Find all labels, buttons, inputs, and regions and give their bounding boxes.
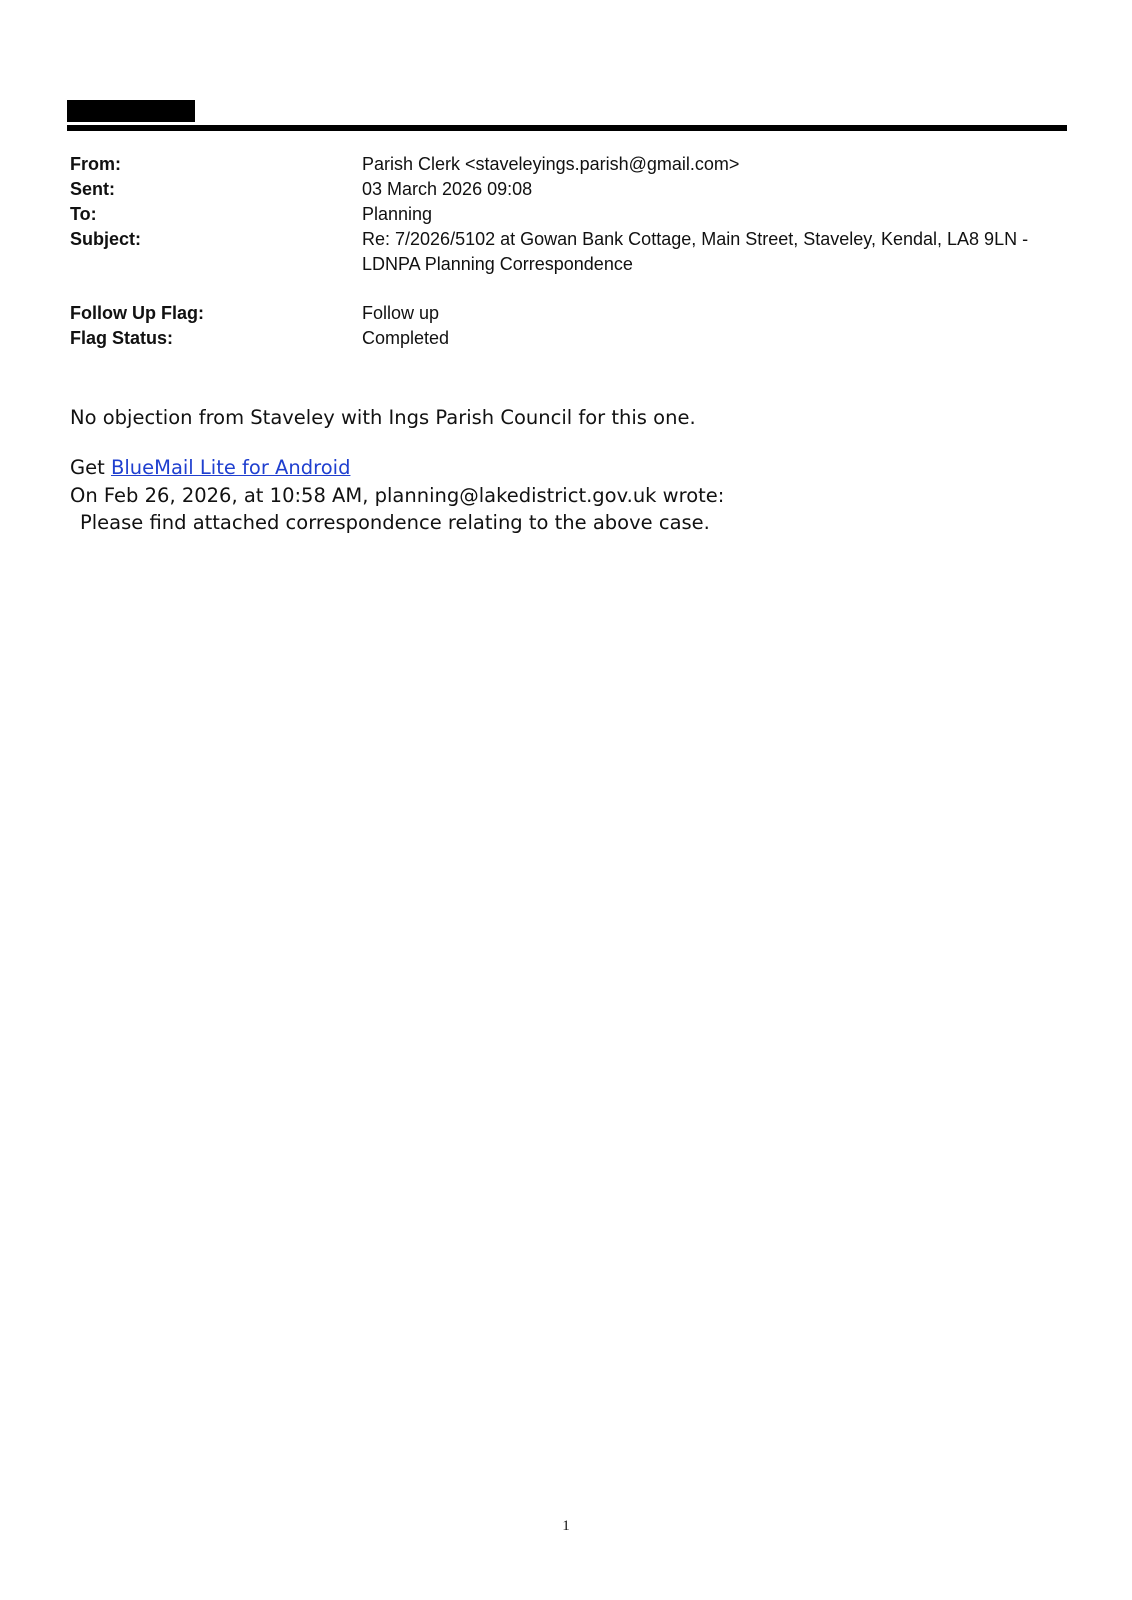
follow-up-flag-row bbox=[70, 301, 1060, 326]
header-value-sent: 03 March 2026 09:08 bbox=[362, 179, 533, 199]
header-label-to: To: bbox=[70, 204, 97, 224]
header-sent-row bbox=[70, 177, 1060, 202]
header-label-from: From: bbox=[70, 154, 121, 174]
header-label-subject: Subject: bbox=[70, 229, 142, 249]
redaction-block bbox=[67, 100, 195, 122]
email-headers bbox=[70, 152, 1060, 351]
header-subject-row bbox=[70, 227, 1060, 277]
follow-up-flag-label: Follow Up Flag: bbox=[70, 303, 204, 323]
signature-prefix: Get bbox=[70, 456, 105, 479]
signature-line bbox=[70, 454, 1060, 482]
email-body bbox=[70, 404, 1060, 536]
header-spacer bbox=[70, 277, 1060, 301]
header-from-row bbox=[70, 152, 1060, 177]
header-value-from: Parish Clerk <staveleyings.parish@gmail.com> bbox=[362, 154, 740, 174]
message-text: No objection from Staveley with Ings Parish Council for this one. bbox=[70, 406, 696, 429]
page-number: 1 bbox=[562, 1518, 570, 1534]
header-to-row bbox=[70, 202, 1060, 227]
header-value-subject: Re: 7/2026/5102 at Gowan Bank Cottage, Main Street, Staveley, Kendal, LA8 9LN - LDNPA Planning Correspondence bbox=[362, 229, 1029, 274]
bluemail-link[interactable]: BlueMail Lite for Android bbox=[110, 456, 351, 479]
flag-status-value: Completed bbox=[362, 328, 450, 348]
quote-attribution: On Feb 26, 2026, at 10:58 AM, planning@lakedistrict.gov.uk wrote: bbox=[70, 484, 725, 507]
flag-status-row bbox=[70, 326, 1060, 351]
header-rule bbox=[67, 125, 1067, 131]
quoted-text: Please find attached correspondence relating to the above case. bbox=[80, 511, 710, 534]
header-value-to: Planning bbox=[362, 204, 433, 224]
follow-up-flag-value: Follow up bbox=[362, 303, 440, 323]
flag-status-label: Flag Status: bbox=[70, 328, 174, 348]
header-label-sent: Sent: bbox=[70, 179, 115, 199]
